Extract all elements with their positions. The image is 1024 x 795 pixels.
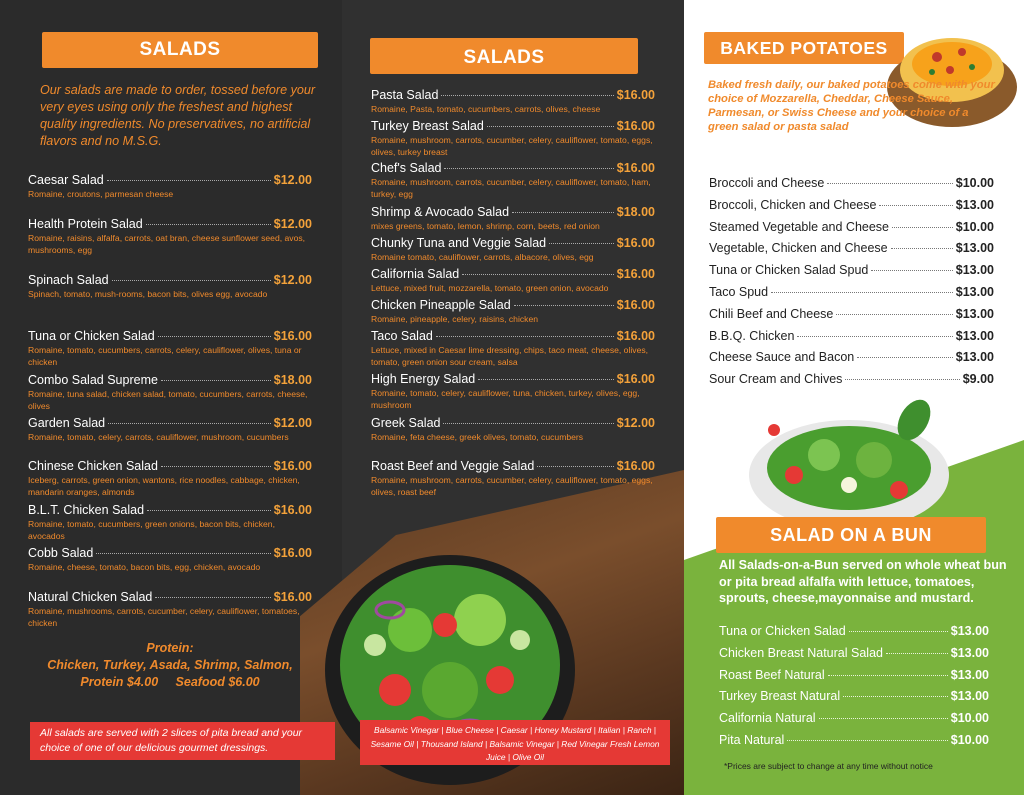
menu-item [28, 329, 312, 368]
menu-item-name: Shrimp & Avocado Salad [371, 205, 510, 219]
menu-item-name: Vegetable, Chicken and Cheese [709, 241, 888, 256]
menu-item [371, 236, 655, 263]
dot-leader [155, 597, 270, 598]
menu-item [709, 176, 994, 190]
menu-item-name: Pita Natural [719, 733, 785, 747]
menu-item-price: $18.00 [273, 373, 312, 387]
menu-item-price: $12.00 [273, 416, 312, 430]
menu-item-line [371, 119, 655, 133]
dot-leader [108, 423, 271, 424]
dot-leader [843, 696, 948, 697]
menu-item-description: Romaine, cheese, tomato, bacon bits, egg, chicken, avocado [28, 562, 261, 572]
dot-leader [112, 280, 271, 281]
menu-item-description: Romaine tomato, cauliflower, carrots, albacore, olives, egg [371, 252, 594, 262]
menu-item-line [371, 459, 655, 473]
menu-item-line [28, 459, 312, 473]
menu-item [719, 689, 989, 703]
menu-item-name: Garden Salad [28, 416, 106, 430]
menu-item-description: Spinach, tomato, mush-rooms, bacon bits, olives egg, avocado [28, 289, 268, 299]
menu-item [371, 329, 655, 368]
menu-item-name: Chef's Salad [371, 161, 442, 175]
menu-item [709, 307, 994, 321]
menu-item [719, 733, 989, 747]
menu-item-description: Romaine, tomato, cucumbers, carrots, celery, cauliflower, olives, tuna or chicken [28, 345, 302, 367]
menu-item-line [719, 689, 989, 703]
menu-item-price: $16.00 [616, 329, 655, 343]
menu-item [371, 372, 655, 411]
menu-item-price: $12.00 [616, 416, 655, 430]
menu-item-name: Sour Cream and Chives [709, 372, 843, 387]
menu-item-line [709, 263, 994, 277]
menu-item-line [371, 88, 655, 102]
menu-item-name: Taco Spud [709, 285, 769, 299]
menu-item-name: Steamed Vegetable and Cheese [709, 219, 889, 234]
menu-item [709, 198, 994, 212]
menu-item [28, 590, 312, 629]
menu-item-line [709, 350, 994, 364]
menu-item-price: $13.00 [955, 306, 994, 321]
menu-item-line [28, 217, 312, 231]
menu-item-name: Roast Beef Natural [719, 667, 825, 682]
menu-item-name: Broccoli and Cheese [709, 176, 825, 190]
menu-item-name: Turkey Breast Natural [719, 689, 841, 704]
menu-item-price: $16.00 [616, 161, 655, 175]
dot-leader [487, 126, 614, 127]
menu-item-line [709, 176, 994, 190]
menu-item [709, 241, 994, 255]
menu-item-price: $16.00 [616, 298, 655, 312]
dot-leader [771, 292, 953, 293]
menu-item [28, 173, 312, 200]
dot-leader [436, 336, 614, 337]
menu-item-price: $12.00 [273, 217, 312, 231]
menu-item-line [709, 307, 994, 321]
menu-item-price: $16.00 [273, 546, 312, 560]
menu-item-price: $13.00 [955, 197, 994, 212]
menu-item-price: $10.00 [950, 733, 989, 747]
menu-item [709, 220, 994, 234]
dot-leader [892, 227, 953, 228]
menu-item-name: Pasta Salad [371, 88, 439, 102]
dot-leader [478, 379, 614, 380]
right-panel [684, 0, 1024, 795]
menu-item [28, 273, 312, 300]
menu-item-name: Cobb Salad [28, 546, 94, 560]
menu-item-price: $13.00 [955, 285, 994, 299]
menu-item-name: Chinese Chicken Salad [28, 459, 158, 473]
menu-item [719, 668, 989, 682]
menu-item-line [28, 416, 312, 430]
menu-item [709, 285, 994, 299]
menu-item [719, 624, 989, 638]
menu-item-name: Roast Beef and Veggie Salad [371, 459, 535, 473]
menu-item [709, 372, 994, 386]
dot-leader [462, 274, 614, 275]
menu-item-description: Iceberg, carrots, green onion, wantons, rice noodles, cabbage, chicken, mandarin oranges, almonds [28, 475, 300, 497]
menu-item-description: mixes greens, tomato, lemon, shrimp, corn, beets, red onion [371, 221, 600, 231]
menu-item [28, 546, 312, 573]
dot-leader [871, 270, 952, 271]
menu-item-line [371, 161, 655, 175]
dot-leader [857, 357, 953, 358]
dot-leader [827, 183, 952, 184]
menu-item-line [28, 329, 312, 343]
menu-item-price: $16.00 [616, 372, 655, 386]
menu-item-name: Chicken Breast Natural Salad [719, 645, 883, 660]
menu-item-name: Broccoli, Chicken and Cheese [709, 197, 877, 212]
menu-item-description: Romaine, mushroom, carrots, cucumber, celery, cauliflower, tomato, ham, turkey, egg [371, 177, 651, 199]
menu-item-line [28, 373, 312, 387]
menu-item-description: Romaine, tomato, celery, carrots, cauliflower, mushroom, cucumbers [28, 432, 289, 442]
dot-leader [147, 510, 271, 511]
menu-item [709, 350, 994, 364]
menu-item-price: $13.00 [955, 328, 994, 343]
menu-item-price: $10.00 [955, 219, 994, 234]
dot-leader [537, 466, 613, 467]
dot-leader [443, 423, 613, 424]
menu-item [371, 416, 655, 443]
menu-item-name: Taco Salad [371, 329, 433, 343]
menu-item-price: $10.00 [955, 176, 994, 190]
menu-item-price: $18.00 [616, 205, 655, 219]
menu-item-line [719, 668, 989, 682]
dot-leader [819, 718, 948, 719]
menu-item-name: Combo Salad Supreme [28, 373, 158, 387]
menu-item-name: Tuna or Chicken Salad Spud [709, 263, 869, 278]
dot-leader [107, 180, 271, 181]
menu-item-name: Greek Salad [371, 416, 441, 430]
menu-item [28, 416, 312, 443]
dot-leader [787, 740, 947, 741]
dot-leader [845, 379, 959, 380]
baked-potatoes-banner: BAKED POTATOES [704, 32, 904, 64]
menu-item-price: $16.00 [273, 329, 312, 343]
dressings-list: Balsamic Vinegar | Blue Cheese | Caesar | Honey Mustard | Italian | Ranch | Sesame Oil | Thousand Island | Balsamic Vinegar | Red Vinegar Fresh Lemon Juice | Olive Oil [360, 720, 670, 765]
dot-leader [879, 205, 952, 206]
menu-item-price: $13.00 [950, 624, 989, 638]
menu-item [371, 459, 655, 498]
menu-item-name: Chili Beef and Cheese [709, 306, 834, 321]
dot-leader [444, 168, 613, 169]
menu-item-line [709, 198, 994, 212]
menu-item [371, 298, 655, 325]
menu-item-name: Turkey Breast Salad [371, 119, 484, 133]
baked-potatoes-intro: Baked fresh daily, our baked potatoes come with your choice of Mozzarella, Cheddar, Cheese Sauce, Parmesan, or Swiss Cheese and your choice of a green salad or pasta salad [708, 79, 995, 133]
menu-item [28, 373, 312, 412]
dot-leader [797, 336, 952, 337]
menu-item-name: Natural Chicken Salad [28, 590, 153, 604]
dot-leader [828, 675, 948, 676]
menu-item-price: $10.00 [950, 711, 989, 726]
menu-item-price: $13.00 [955, 241, 994, 256]
menu-item-price: $16.00 [616, 236, 655, 250]
salad-plate-image [734, 390, 954, 530]
menu-item-description: Romaine, tomato, cucumbers, green onions, bacon bits, chicken, avocados [28, 519, 275, 541]
menu-item-description: Romaine, tuna salad, chicken salad, tomato, cucumbers, carrots, cheese, olives [28, 389, 308, 411]
menu-item [371, 88, 655, 115]
menu-item-description: Romaine, mushroom, carrots, cucumber, celery, cauliflower, tomato, eggs, olives, turkey breast [371, 135, 653, 157]
dot-leader [549, 243, 614, 244]
menu-item [719, 711, 989, 725]
menu-item-price: $16.00 [616, 459, 655, 473]
dot-leader [96, 553, 270, 554]
protein-info [20, 640, 320, 691]
menu-item-description: Romaine, raisins, alfalfa, carrots, oat bran, cheese sunflower seed, avos, mushrooms, egg [28, 233, 306, 255]
menu-item-description: Romaine, Pasta, tomato, cucumbers, carrots, olives, cheese [371, 104, 601, 114]
menu-item-price: $12.00 [273, 173, 312, 187]
left-panel [0, 0, 342, 795]
menu-item-price: $12.00 [273, 273, 312, 287]
menu-item-line [709, 241, 994, 255]
menu-item-name: B.B.Q. Chicken [709, 328, 795, 343]
menu-item [709, 329, 994, 343]
dot-leader [891, 248, 953, 249]
menu-item-line [719, 624, 989, 638]
pita-bread-note: All salads are served with 2 slices of pita bread and your choice of one of our delicious gourmet dressings. [30, 722, 335, 760]
menu-item-description: Romaine, croutons, parmesan cheese [28, 189, 174, 199]
menu-item-description: Lettuce, mixed in Caesar lime dressing, chips, taco meat, cheese, olives, tomato, green onion sour cream, salsa [371, 345, 649, 367]
menu-item-line [28, 173, 312, 187]
menu-item-name: Health Protein Salad [28, 217, 143, 231]
salads-banner-left: SALADS [42, 32, 318, 68]
menu-item-line [719, 646, 989, 660]
dot-leader [158, 336, 271, 337]
menu-item-name: Chicken Pineapple Salad [371, 298, 511, 312]
dot-leader [161, 380, 271, 381]
menu-item-line [709, 329, 994, 343]
menu-item-line [371, 267, 655, 281]
salad-on-a-bun-banner: SALAD ON A BUN [716, 517, 986, 553]
menu-item-line [371, 329, 655, 343]
menu-item-description: Romaine, mushrooms, carrots, cucumber, celery, cauliflower, tomatoes, chicken [28, 606, 300, 628]
menu-item-name: Spinach Salad [28, 273, 109, 287]
dot-leader [514, 305, 614, 306]
menu-item-name: California Salad [371, 267, 460, 281]
menu-item-line [719, 711, 989, 725]
dot-leader [512, 212, 614, 213]
protein-prices: Protein $4.00 Seafood $6.00 [80, 675, 260, 689]
menu-item-line [371, 236, 655, 250]
menu-item-price: $13.00 [950, 667, 989, 682]
menu-item-name: High Energy Salad [371, 372, 476, 386]
menu-item-price: $16.00 [273, 590, 312, 604]
menu-item [28, 503, 312, 542]
menu-item-name: Caesar Salad [28, 173, 104, 187]
menu-item-line [709, 372, 994, 386]
menu-item-name: California Natural [719, 711, 816, 726]
menu-item-price: $13.00 [955, 263, 994, 278]
menu-item-name: Tuna or Chicken Salad [719, 624, 846, 638]
menu-item [719, 646, 989, 660]
menu-item-description: Romaine, tomato, celery, cauliflower, tuna, chicken, turkey, olives, egg, mushroom [371, 388, 640, 410]
menu-item-price: $16.00 [616, 88, 655, 102]
menu-item-description: Romaine, feta cheese, greek olives, tomato, cucumbers [371, 432, 584, 442]
dot-leader [836, 314, 952, 315]
protein-line: Chicken, Turkey, Asada, Shrimp, Salmon, [47, 658, 293, 672]
dot-leader [886, 653, 948, 654]
menu-item-line [709, 285, 994, 299]
menu-item-line [28, 273, 312, 287]
menu-item [371, 119, 655, 158]
dot-leader [849, 631, 948, 632]
menu-item-line [371, 372, 655, 386]
menu-item-name: B.L.T. Chicken Salad [28, 503, 145, 517]
salads-banner-middle: SALADS [370, 38, 638, 74]
menu-item-price: $16.00 [616, 267, 655, 281]
menu-item [371, 205, 655, 232]
menu-item-price: $13.00 [950, 689, 989, 704]
menu-item-name: Chunky Tuna and Veggie Salad [371, 236, 547, 250]
price-notice: *Prices are subject to change at any time without notice [724, 761, 933, 771]
menu-item-line [719, 733, 989, 747]
dot-leader [441, 95, 613, 96]
menu-item-price: $13.00 [955, 350, 994, 365]
menu-item-price: $13.00 [950, 645, 989, 660]
menu-item [371, 161, 655, 200]
menu-item-description: Romaine, mushroom, carrots, cucumber, celery, cauliflower, tomato, eggs, olives, roast beef [371, 475, 653, 497]
menu-item [709, 263, 994, 277]
menu-item-price: $16.00 [616, 119, 655, 133]
menu-item-line [371, 298, 655, 312]
menu-item-description: Romaine, pineapple, celery, raisins, chicken [371, 314, 539, 324]
menu-item-line [28, 590, 312, 604]
salad-on-a-bun-intro: All Salads-on-a-Bun served on whole wheat bun or pita bread alfalfa with lettuce, tomatoes, sprouts, cheese,mayonnaise and mustard. [719, 558, 1007, 605]
protein-title: Protein: [146, 641, 194, 655]
menu-item-name: Tuna or Chicken Salad [28, 329, 155, 343]
menu-item-line [28, 503, 312, 517]
menu-item [371, 267, 655, 294]
menu-item-name: Cheese Sauce and Bacon [709, 350, 855, 365]
dot-leader [161, 466, 271, 467]
menu-item-line [28, 546, 312, 560]
menu-item-price: $16.00 [273, 503, 312, 517]
dot-leader [146, 224, 271, 225]
menu-item [28, 459, 312, 498]
salads-intro: Our salads are made to order, tossed before your very eyes using only the freshest and highest quality ingredients. No preservatives, no artificial flavors and no M.S.G. [40, 83, 316, 148]
menu-item-price: $16.00 [273, 459, 312, 473]
menu-item-description: Lettuce, mixed fruit, mozzarella, tomato, green onion, avocado [371, 283, 609, 293]
menu-item-price: $9.00 [962, 372, 994, 387]
menu-item-line [709, 220, 994, 234]
menu-item-line [371, 416, 655, 430]
menu-item [28, 217, 312, 256]
menu-item-line [371, 205, 655, 219]
